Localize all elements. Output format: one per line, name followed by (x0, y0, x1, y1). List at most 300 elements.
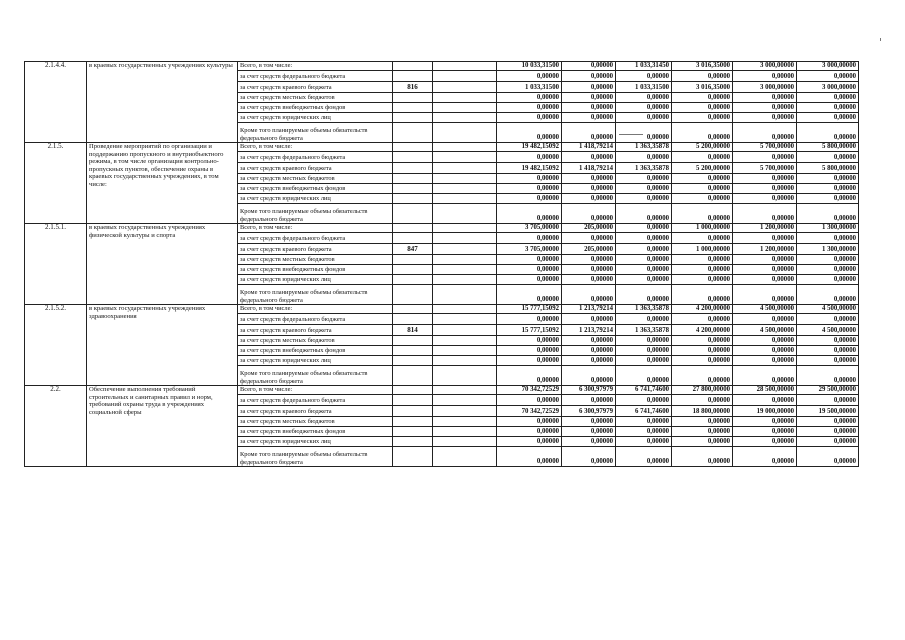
amount-cell: 0,00000 (797, 113, 859, 123)
amount-cell: 0,00000 (672, 233, 733, 244)
amount-cell: 27 800,00000 (672, 386, 733, 395)
amount-cell: 0,00000 (616, 437, 672, 447)
amount-cell: 0,00000 (797, 93, 859, 103)
amount-cell: 0,00000 (733, 174, 797, 184)
amount-cell: 0,00000 (672, 336, 733, 346)
amount-cell: 3 705,00000 (497, 244, 562, 255)
amount-cell: 1 200,00000 (733, 224, 797, 233)
amount-cell: 0,00000 (616, 103, 672, 113)
amount-cell: 19 000,00000 (733, 406, 797, 417)
amount-cell: 29 500,00000 (797, 386, 859, 395)
amount-cell: 0,00000 (616, 233, 672, 244)
amount-cell: 0,00000 (672, 255, 733, 265)
amount-cell: 0,00000 (797, 447, 859, 467)
amount-cell: 0,00000 (497, 417, 562, 427)
amount-cell: 1 000,00000 (672, 244, 733, 255)
amount-cell: 0,00000 (672, 194, 733, 204)
amount-cell: 0,00000 (562, 417, 616, 427)
pen-stroke-mark (619, 134, 643, 135)
amount-cell: 0,00000 (616, 204, 672, 224)
amount-cell: 0,00000 (672, 395, 733, 406)
amount-cell: 5 700,00000 (733, 143, 797, 152)
amount-cell: 1 363,35878 (616, 305, 672, 314)
amount-cell: 0,00000 (733, 255, 797, 265)
amount-cell: 0,00000 (616, 184, 672, 194)
amount-cell: 0,00000 (797, 184, 859, 194)
amount-cell: 0,00000 (562, 82, 616, 93)
amount-cell: 0,00000 (616, 356, 672, 366)
amount-cell: 0,00000 (797, 346, 859, 356)
amount-cell: 6 741,74600 (616, 386, 672, 395)
funding-source-label: Всего, в том числе: (238, 62, 393, 71)
amount-cell: 0,00000 (497, 194, 562, 204)
amount-cell: 19 482,15092 (497, 163, 562, 174)
amount-cell: 0,00000 (797, 275, 859, 285)
empty-cell (433, 386, 497, 395)
funding-source-label: за счет средств внебюджетных фондов (238, 346, 393, 356)
amount-cell: 0,00000 (797, 233, 859, 244)
amount-cell: 1 418,79214 (562, 143, 616, 152)
funding-source-label: за счет средств юридических лиц (238, 275, 393, 285)
amount-cell: 0,00000 (797, 356, 859, 366)
empty-cell (433, 255, 497, 265)
amount-cell: 0,00000 (497, 93, 562, 103)
budget-code-cell (393, 305, 433, 314)
amount-cell: 1 033,31450 (616, 62, 672, 71)
amount-cell: 0,00000 (497, 113, 562, 123)
budget-code-cell (393, 395, 433, 406)
amount-cell: 0,00000 (616, 123, 672, 143)
amount-cell: 0,00000 (672, 204, 733, 224)
budget-code-cell (393, 152, 433, 163)
budget-code-cell (393, 123, 433, 143)
empty-cell (433, 305, 497, 314)
amount-cell: 1 363,35878 (616, 143, 672, 152)
table-row (25, 305, 859, 314)
amount-cell: 0,00000 (797, 265, 859, 275)
amount-cell: 3 000,00000 (733, 62, 797, 71)
amount-cell: 28 500,00000 (733, 386, 797, 395)
amount-cell: 205,00000 (562, 224, 616, 233)
amount-cell: 0,00000 (562, 152, 616, 163)
amount-cell: 0,00000 (733, 113, 797, 123)
amount-cell: 6 300,97979 (562, 406, 616, 417)
budget-code-cell (393, 346, 433, 356)
funding-source-label: Всего, в том числе: (238, 224, 393, 233)
empty-cell (433, 174, 497, 184)
amount-cell: 0,00000 (672, 103, 733, 113)
amount-cell: 5 700,00000 (733, 163, 797, 174)
funding-source-label: за счет средств федерального бюджета (238, 314, 393, 325)
funding-source-label: за счет средств федерального бюджета (238, 71, 393, 82)
amount-cell: 0,00000 (616, 417, 672, 427)
amount-cell: 0,00000 (616, 366, 672, 386)
table-row (25, 143, 859, 152)
budget-code-cell (393, 275, 433, 285)
amount-cell: 0,00000 (562, 285, 616, 305)
empty-cell (433, 244, 497, 255)
amount-cell: 0,00000 (672, 113, 733, 123)
empty-cell (433, 113, 497, 123)
amount-cell: 0,00000 (672, 314, 733, 325)
amount-cell: 3 000,00000 (797, 82, 859, 93)
section-number: 2.1.5. (25, 143, 87, 224)
amount-cell: 0,00000 (616, 194, 672, 204)
amount-cell: 1 033,31500 (616, 82, 672, 93)
section-number: 2.1.4.4. (25, 62, 87, 143)
empty-cell (433, 143, 497, 152)
empty-cell (433, 62, 497, 71)
funding-source-label: за счет средств внебюджетных фондов (238, 184, 393, 194)
budget-code-cell (393, 386, 433, 395)
amount-cell: 18 800,00000 (672, 406, 733, 417)
amount-cell: 1 300,00000 (797, 224, 859, 233)
amount-cell: 0,00000 (733, 233, 797, 244)
amount-cell: 0,00000 (672, 366, 733, 386)
budget-code-cell (393, 285, 433, 305)
empty-cell (433, 325, 497, 336)
amount-cell: 70 342,72529 (497, 386, 562, 395)
amount-cell: 0,00000 (733, 427, 797, 437)
amount-cell: 0,00000 (616, 265, 672, 275)
empty-cell (433, 447, 497, 467)
amount-cell: 1 200,00000 (733, 244, 797, 255)
budget-code-cell (393, 224, 433, 233)
budget-code-cell (393, 194, 433, 204)
empty-cell (433, 437, 497, 447)
amount-cell: 0,00000 (497, 204, 562, 224)
section-name: Обеспечение выполнения требований строительных и санитарных правил и норм, требований охраны труда в учреждениях социальной сферы (87, 386, 238, 467)
amount-cell: 0,00000 (733, 447, 797, 467)
amount-cell: 0,00000 (497, 356, 562, 366)
section-number: 2.2. (25, 386, 87, 467)
amount-cell: 0,00000 (497, 366, 562, 386)
empty-cell (433, 184, 497, 194)
empty-cell (433, 103, 497, 113)
amount-cell: 3 016,35000 (672, 62, 733, 71)
amount-cell: 0,00000 (562, 346, 616, 356)
amount-cell: 0,00000 (616, 244, 672, 255)
amount-cell: 1 213,79214 (562, 325, 616, 336)
empty-cell (433, 285, 497, 305)
budget-code-cell (393, 265, 433, 275)
section-name: в краевых государственных учреждениях физической культуры и спорта (87, 224, 238, 305)
amount-cell: 0,00000 (562, 427, 616, 437)
funding-source-label: Всего, в том числе: (238, 386, 393, 395)
amount-cell: 0,00000 (562, 62, 616, 71)
budget-code-cell: 816 (393, 82, 433, 93)
empty-cell (433, 427, 497, 437)
amount-cell: 0,00000 (672, 174, 733, 184)
amount-cell: 5 200,00000 (672, 143, 733, 152)
amount-cell: 0,00000 (497, 447, 562, 467)
empty-cell (433, 204, 497, 224)
funding-source-label: за счет средств местных бюджетов (238, 417, 393, 427)
amount-cell: 15 777,15092 (497, 305, 562, 314)
funding-source-label: за счет средств федерального бюджета (238, 152, 393, 163)
amount-cell: 0,00000 (497, 275, 562, 285)
amount-cell: 0,00000 (672, 346, 733, 356)
amount-cell: 0,00000 (497, 233, 562, 244)
amount-cell: 0,00000 (562, 356, 616, 366)
amount-cell: 0,00000 (562, 336, 616, 346)
amount-cell: 0,00000 (616, 174, 672, 184)
amount-cell: 1 033,31500 (497, 82, 562, 93)
amount-cell: 0,00000 (616, 224, 672, 233)
funding-source-label: за счет средств местных бюджетов (238, 174, 393, 184)
budget-code-cell (393, 437, 433, 447)
amount-cell: 0,00000 (562, 233, 616, 244)
amount-cell: 5 800,00000 (797, 143, 859, 152)
empty-cell (433, 356, 497, 366)
empty-cell (433, 194, 497, 204)
amount-cell: 0,00000 (797, 427, 859, 437)
amount-cell: 0,00000 (797, 123, 859, 143)
empty-cell (433, 314, 497, 325)
budget-code-cell (393, 184, 433, 194)
amount-cell: 0,00000 (733, 152, 797, 163)
amount-cell: 0,00000 (733, 437, 797, 447)
budget-code-cell (393, 406, 433, 417)
funding-source-label: за счет средств местных бюджетов (238, 336, 393, 346)
amount-cell: 19 500,00000 (797, 406, 859, 417)
amount-cell: 0,00000 (497, 437, 562, 447)
funding-source-label: Кроме того планируемые объемы обязательств федерального бюджета (238, 204, 393, 224)
amount-cell: 1 363,35878 (616, 325, 672, 336)
funding-source-label: за счет средств местных бюджетов (238, 93, 393, 103)
budget-code-cell (393, 417, 433, 427)
amount-cell: 0,00000 (562, 255, 616, 265)
amount-cell: 0,00000 (616, 314, 672, 325)
amount-cell: 0,00000 (797, 204, 859, 224)
amount-cell: 0,00000 (672, 71, 733, 82)
amount-cell: 0,00000 (497, 314, 562, 325)
funding-source-label: за счет средств юридических лиц (238, 194, 393, 204)
amount-cell: 0,00000 (562, 395, 616, 406)
amount-cell: 0,00000 (562, 366, 616, 386)
empty-cell (433, 163, 497, 174)
amount-cell: 0,00000 (562, 437, 616, 447)
amount-cell: 0,00000 (733, 314, 797, 325)
funding-source-label: Кроме того планируемые объемы обязательств федерального бюджета (238, 366, 393, 386)
amount-cell: 4 500,00000 (797, 325, 859, 336)
amount-cell: 0,00000 (797, 437, 859, 447)
empty-cell (433, 123, 497, 143)
funding-source-label: Кроме того планируемые объемы обязательств федерального бюджета (238, 447, 393, 467)
amount-cell: 0,00000 (616, 346, 672, 356)
empty-cell (433, 82, 497, 93)
amount-cell: 0,00000 (733, 93, 797, 103)
amount-cell: 0,00000 (497, 285, 562, 305)
amount-cell: 0,00000 (733, 366, 797, 386)
amount-cell: 0,00000 (797, 395, 859, 406)
section-name: в краевых государственных учреждениях здравоохранения (87, 305, 238, 386)
table-row (25, 224, 859, 233)
funding-source-label: за счет средств краевого бюджета (238, 406, 393, 417)
amount-cell: 0,00000 (497, 427, 562, 437)
amount-cell: 4 500,00000 (733, 305, 797, 314)
amount-cell: 0,00000 (497, 255, 562, 265)
amount-cell: 0,00000 (733, 71, 797, 82)
amount-cell: 0,00000 (733, 184, 797, 194)
section-number: 2.1.5.1. (25, 224, 87, 305)
amount-cell: 0,00000 (733, 417, 797, 427)
amount-cell: 0,00000 (616, 336, 672, 346)
budget-code-cell (393, 336, 433, 346)
amount-cell: 0,00000 (616, 93, 672, 103)
amount-cell: 0,00000 (797, 71, 859, 82)
amount-cell: 10 033,31500 (497, 62, 562, 71)
amount-cell: 0,00000 (616, 71, 672, 82)
budget-code-cell (393, 93, 433, 103)
amount-cell: 0,00000 (616, 447, 672, 467)
amount-cell: 1 418,79214 (562, 163, 616, 174)
funding-source-label: за счет средств федерального бюджета (238, 233, 393, 244)
amount-cell: 0,00000 (562, 265, 616, 275)
funding-source-label: Всего, в том числе: (238, 305, 393, 314)
empty-cell (433, 275, 497, 285)
amount-cell: 0,00000 (616, 395, 672, 406)
budget-code-cell (393, 255, 433, 265)
section-name: в краевых государственных учреждениях культуры (87, 62, 238, 143)
amount-cell: 0,00000 (497, 346, 562, 356)
budget-table-body (25, 62, 859, 467)
amount-cell: 0,00000 (797, 103, 859, 113)
funding-source-label: за счет средств юридических лиц (238, 437, 393, 447)
amount-cell: 0,00000 (733, 204, 797, 224)
amount-cell: 0,00000 (672, 184, 733, 194)
amount-cell: 0,00000 (562, 204, 616, 224)
empty-cell (433, 336, 497, 346)
budget-code-cell (393, 204, 433, 224)
amount-cell: 0,00000 (672, 265, 733, 275)
amount-cell: 0,00000 (562, 184, 616, 194)
budget-code-cell (393, 103, 433, 113)
amount-cell: 0,00000 (733, 103, 797, 113)
budget-code-cell (393, 113, 433, 123)
amount-cell: 0,00000 (733, 285, 797, 305)
budget-code-cell: 814 (393, 325, 433, 336)
section-name: Проведение мероприятий по организации и поддержанию пропускного и внутриобъектного режима, в том числе организация контрольно-пропускных пунктов, обеспечение охраны в краевых государственных учреждениях, в том числе: (87, 143, 238, 224)
amount-cell: 0,00000 (797, 255, 859, 265)
amount-cell: 3 000,00000 (797, 62, 859, 71)
amount-cell: 1 213,79214 (562, 305, 616, 314)
empty-cell (433, 346, 497, 356)
amount-cell: 0,00000 (672, 356, 733, 366)
amount-cell: 0,00000 (497, 184, 562, 194)
section-number: 2.1.5.2. (25, 305, 87, 386)
amount-cell: 0,00000 (733, 395, 797, 406)
amount-cell: 0,00000 (797, 336, 859, 346)
amount-cell: 0,00000 (497, 395, 562, 406)
funding-source-label: за счет средств федерального бюджета (238, 395, 393, 406)
budget-code-cell (393, 356, 433, 366)
amount-cell: 0,00000 (672, 447, 733, 467)
funding-source-label: Кроме того планируемые объемы обязательств федерального бюджета (238, 123, 393, 143)
amount-cell: 0,00000 (497, 336, 562, 346)
amount-cell: 0,00000 (616, 275, 672, 285)
amount-cell: 5 200,00000 (672, 163, 733, 174)
amount-cell: 0,00000 (497, 174, 562, 184)
amount-cell: 0,00000 (797, 285, 859, 305)
funding-source-label: за счет средств внебюджетных фондов (238, 427, 393, 437)
amount-cell: 0,00000 (616, 427, 672, 437)
amount-cell: 0,00000 (562, 194, 616, 204)
amount-cell: 0,00000 (672, 437, 733, 447)
amount-cell: 0,00000 (733, 346, 797, 356)
amount-cell: 0,00000 (672, 417, 733, 427)
empty-cell (433, 406, 497, 417)
amount-cell: 0,00000 (797, 366, 859, 386)
amount-cell: 0,00000 (562, 447, 616, 467)
empty-cell (433, 71, 497, 82)
amount-cell: 0,00000 (733, 265, 797, 275)
amount-cell: 4 200,00000 (672, 305, 733, 314)
amount-cell: 0,00000 (562, 103, 616, 113)
amount-cell: 6 741,74600 (616, 406, 672, 417)
amount-cell: 0,00000 (497, 152, 562, 163)
amount-cell: 0,00000 (733, 275, 797, 285)
amount-cell: 0,00000 (497, 71, 562, 82)
amount-cell: 0,00000 (672, 152, 733, 163)
amount-cell: 3 705,00000 (497, 224, 562, 233)
amount-cell: 0,00000 (797, 194, 859, 204)
table-row (25, 386, 859, 395)
amount-cell: 0,00000 (562, 275, 616, 285)
amount-cell: 0,00000 (797, 314, 859, 325)
amount-cell: 19 482,15092 (497, 143, 562, 152)
amount-cell: 0,00000 (672, 427, 733, 437)
budget-code-cell (393, 447, 433, 467)
table-row (25, 62, 859, 71)
amount-cell: 0,00000 (733, 336, 797, 346)
amount-cell: 70 342,72529 (497, 406, 562, 417)
amount-cell: 1 000,00000 (672, 224, 733, 233)
amount-cell: 0,00000 (616, 255, 672, 265)
budget-code-cell (393, 163, 433, 174)
amount-cell: 3 016,35000 (672, 82, 733, 93)
funding-source-label: за счет средств внебюджетных фондов (238, 103, 393, 113)
budget-code-cell (393, 314, 433, 325)
budget-table (24, 61, 859, 467)
funding-source-label: за счет средств юридических лиц (238, 356, 393, 366)
amount-cell: 0,00000 (672, 93, 733, 103)
empty-cell (433, 93, 497, 103)
funding-source-label: за счет средств краевого бюджета (238, 325, 393, 336)
funding-source-label: Всего, в том числе: (238, 143, 393, 152)
empty-cell (433, 265, 497, 275)
amount-cell: 0,00000 (733, 356, 797, 366)
amount-cell: 0,00000 (672, 285, 733, 305)
amount-cell: 0,00000 (797, 417, 859, 427)
budget-code-cell (393, 71, 433, 82)
corner-dot-mark (880, 38, 881, 41)
amount-cell: 0,00000 (733, 194, 797, 204)
funding-source-label: за счет средств юридических лиц (238, 113, 393, 123)
amount-cell: 0,00000 (733, 123, 797, 143)
budget-code-cell (393, 174, 433, 184)
amount-cell: 0,00000 (562, 174, 616, 184)
amount-cell: 0,00000 (497, 103, 562, 113)
empty-cell (433, 152, 497, 163)
amount-cell: 4 500,00000 (797, 305, 859, 314)
amount-cell: 205,00000 (562, 244, 616, 255)
funding-source-label: за счет средств краевого бюджета (238, 163, 393, 174)
funding-source-label: за счет средств краевого бюджета (238, 82, 393, 93)
amount-cell: 6 300,97979 (562, 386, 616, 395)
amount-cell: 0,00000 (497, 123, 562, 143)
budget-code-cell: 847 (393, 244, 433, 255)
